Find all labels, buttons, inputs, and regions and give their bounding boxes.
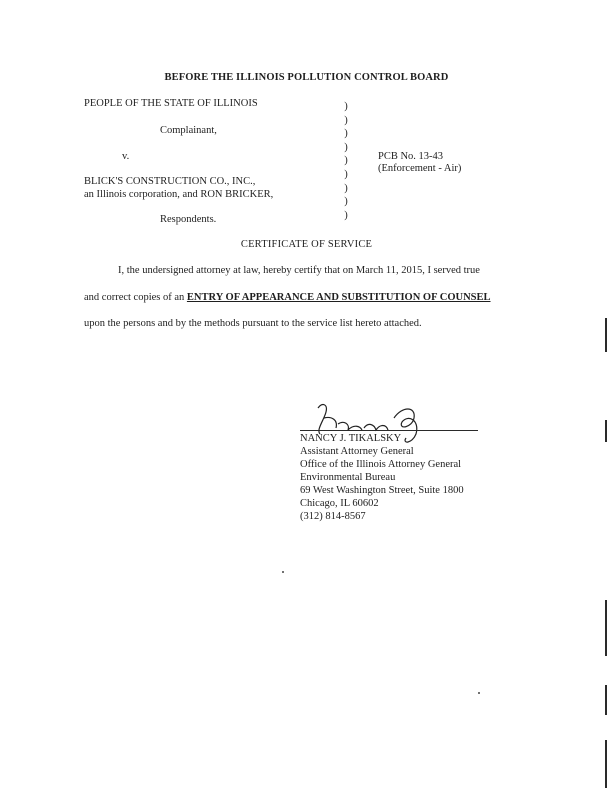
signature-line xyxy=(300,430,478,431)
scan-mark xyxy=(605,420,607,442)
caption-parentheses: ) ) ) ) ) ) ) ) ) xyxy=(344,101,348,221)
respondent-name: BLICK'S CONSTRUCTION CO., INC., xyxy=(84,176,256,187)
case-type: (Enforcement - Air) xyxy=(378,163,462,174)
signer-city: Chicago, IL 60602 xyxy=(300,498,379,509)
scan-speck xyxy=(478,692,480,694)
signer-name: NANCY J. TIKALSKY xyxy=(300,433,402,444)
document-title: ENTRY OF APPEARANCE AND SUBSTITUTION OF COUNSEL xyxy=(186,292,491,303)
certificate-title: CERTIFICATE OF SERVICE xyxy=(240,239,373,250)
certificate-line-2 xyxy=(84,292,514,304)
signer-bureau: Environmental Bureau xyxy=(300,472,396,483)
certificate-line-2-prefix: and correct copies of an xyxy=(84,292,187,303)
certificate-line-1: I, the undersigned attorney at law, hereby certify that on March 11, 2015, I served true xyxy=(118,265,480,276)
board-heading: BEFORE THE ILLINOIS POLLUTION CONTROL BOARD xyxy=(164,72,449,83)
respondent-role: Respondents. xyxy=(160,214,217,225)
signer-phone: (312) 814-8567 xyxy=(300,511,366,522)
signer-street: 69 West Washington Street, Suite 1800 xyxy=(300,485,464,496)
signer-office: Office of the Illinois Attorney General xyxy=(300,459,462,470)
plaintiff-role: Complainant, xyxy=(160,125,217,136)
certificate-line-3: upon the persons and by the methods pursuant to the service list hereto attached. xyxy=(84,318,422,329)
scan-speck xyxy=(282,571,284,573)
plaintiff-name: PEOPLE OF THE STATE OF ILLINOIS xyxy=(84,98,258,109)
signer-title: Assistant Attorney General xyxy=(300,446,414,457)
versus-label: v. xyxy=(122,151,130,162)
scan-mark xyxy=(605,685,607,715)
scan-mark xyxy=(605,600,607,656)
case-number: PCB No. 13-43 xyxy=(378,151,444,162)
respondent-description: an Illinois corporation, and RON BRICKER, xyxy=(84,189,274,200)
scan-mark xyxy=(605,318,607,352)
scan-mark xyxy=(605,740,607,788)
